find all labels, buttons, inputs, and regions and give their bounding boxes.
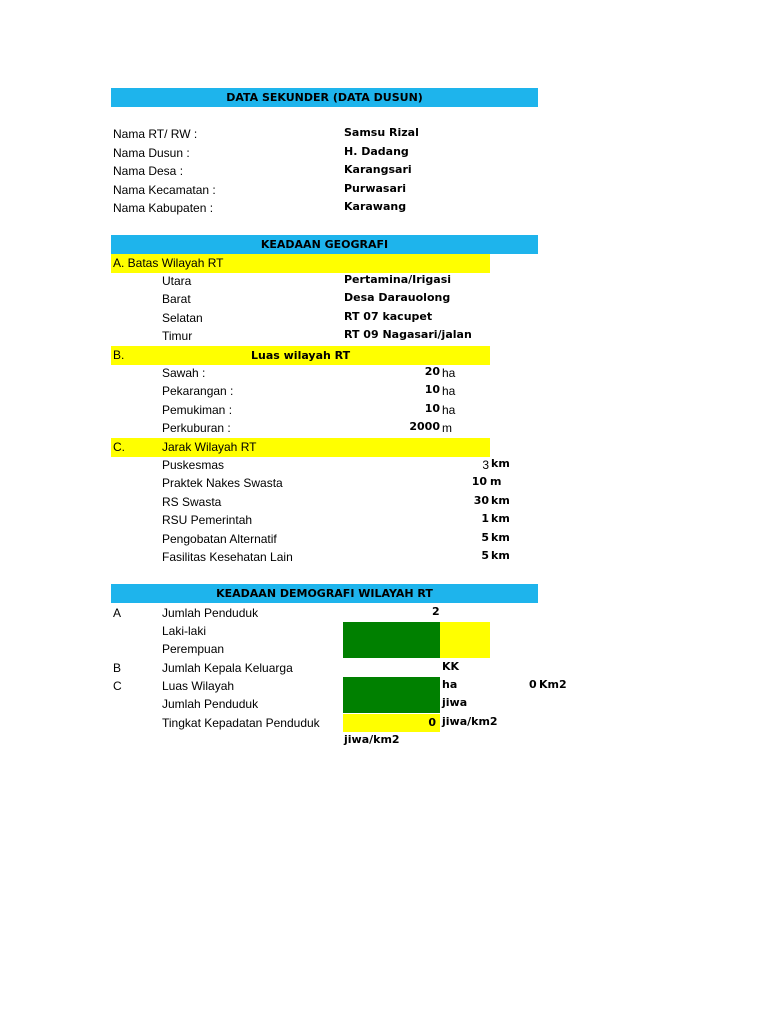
sekunder-label-desa: Nama Desa : [113,164,184,178]
jarak-value-faskes-lain: 5 [481,549,489,562]
luas-title: Luas wilayah RT [251,349,351,362]
luas-label-sawah: Sawah : [162,366,206,380]
luas-label-pekarangan: Pekarangan : [162,384,234,398]
luas-value-pemukiman: 10 [424,402,440,415]
luas-wilayah-unit: ha [442,678,458,691]
jarak-label-faskes-lain: Fasilitas Kesehatan Lain [162,550,293,564]
jarak-unit-nakes: m [490,475,502,488]
jarak-unit-faskes-lain: km [491,549,510,562]
geografi-header: KEADAAN GEOGRAFI [260,238,389,251]
sekunder-value-rtrw: Samsu Rizal [344,126,419,139]
batas-value-selatan: RT 07 kacupet [344,310,433,323]
kepadatan-label: Tingkat Kepadatan Penduduk [162,716,320,730]
kk-unit: KK [442,660,460,673]
jarak-bar [111,438,490,457]
kepadatan-below-unit: jiwa/km2 [344,733,400,746]
luas-value-pekarangan: 10 [424,383,440,396]
sekunder-value-kabupaten: Karawang [344,200,407,213]
demografi-header: KEADAAN DEMOGRAFI WILAYAH RT [216,587,433,600]
jarak-title: Jarak Wilayah RT [162,440,257,454]
sekunder-label-rtrw: Nama RT/ RW : [113,127,198,141]
jarak-value-rs-swasta: 30 [473,494,489,507]
sekunder-label-dusun: Nama Dusun : [113,146,190,160]
kk-label: Jumlah Kepala Keluarga [162,661,293,675]
demografi-letter-b: B [113,661,122,675]
batas-label-utara: Utara [162,274,192,288]
jarak-label-puskesmas: Puskesmas [162,458,225,472]
perempuan-label: Perempuan [162,642,225,656]
batas-value-timur: RT 09 Nagasari/jalan [344,328,472,341]
sekunder-header: DATA SEKUNDER (DATA DUSUN) [226,91,423,104]
kepadatan-cell [343,714,440,732]
jarak-unit-puskesmas: km [491,457,510,470]
sekunder-value-desa: Karangsari [344,163,412,176]
penduduk-gender-cell-green [343,622,440,658]
batas-label-selatan: Selatan [162,311,203,325]
sekunder-value-kecamatan: Purwasari [344,182,407,195]
geografi-header-bar [111,235,538,254]
jarak-value-nakes: 10 [471,475,487,488]
luas-wilayah-km2-unit: Km2 [539,678,567,691]
batas-label-timur: Timur [162,329,193,343]
jarak-label-nakes: Praktek Nakes Swasta [162,476,283,490]
jumlah-penduduk-label: Jumlah Penduduk [162,606,259,620]
luas-wilayah-label: Luas Wilayah [162,679,235,693]
jumlah-penduduk2-unit: jiwa [442,696,468,709]
demografi-letter-c: C [113,679,122,693]
luas-unit-perkuburan: m [442,421,452,435]
luas-unit-sawah: ha [442,366,456,380]
luas-wilayah-km2-value: 0 [529,678,537,691]
batas-value-utara: Pertamina/Irigasi [344,273,452,286]
jarak-value-puskesmas: 3 [482,458,489,472]
luas-letter: B. [113,348,125,362]
sekunder-label-kabupaten: Nama Kabupaten : [113,201,214,215]
sekunder-value-dusun: H. Dadang [344,145,409,158]
demografi-letter-a: A [113,606,122,620]
jarak-unit-rs-swasta: km [491,494,510,507]
jumlah-penduduk2-label: Jumlah Penduduk [162,697,259,711]
batas-label-barat: Barat [162,292,191,306]
luas-unit-pemukiman: ha [442,403,456,417]
sekunder-label-kecamatan: Nama Kecamatan : [113,183,216,197]
penduduk-gender-cell-yellow [440,622,490,658]
kepadatan-value: 0 [428,716,436,729]
jarak-value-alternatif: 5 [481,531,489,544]
jarak-letter: C. [113,440,125,454]
demografi-header-bar [111,584,538,603]
luas-wilayah-cell-green [343,677,440,713]
kepadatan-unit: jiwa/km2 [442,715,498,728]
luas-unit-pekarangan: ha [442,384,456,398]
jarak-value-rsu: 1 [481,512,489,525]
jarak-label-rs-swasta: RS Swasta [162,495,222,509]
jarak-unit-rsu: km [491,512,510,525]
luas-value-sawah: 20 [424,365,440,378]
luas-value-perkuburan: 2000 [409,420,440,433]
laki-laki-label: Laki-laki [162,624,207,638]
jarak-unit-alternatif: km [491,531,510,544]
sekunder-header-bar [111,88,538,107]
jarak-label-alternatif: Pengobatan Alternatif [162,532,277,546]
jumlah-penduduk-value: 2 [432,605,440,618]
batas-title: A. Batas Wilayah RT [113,256,224,270]
batas-value-barat: Desa Darauolong [344,291,451,304]
luas-label-pemukiman: Pemukiman : [162,403,233,417]
luas-label-perkuburan: Perkuburan : [162,421,231,435]
jarak-label-rsu: RSU Pemerintah [162,513,253,527]
